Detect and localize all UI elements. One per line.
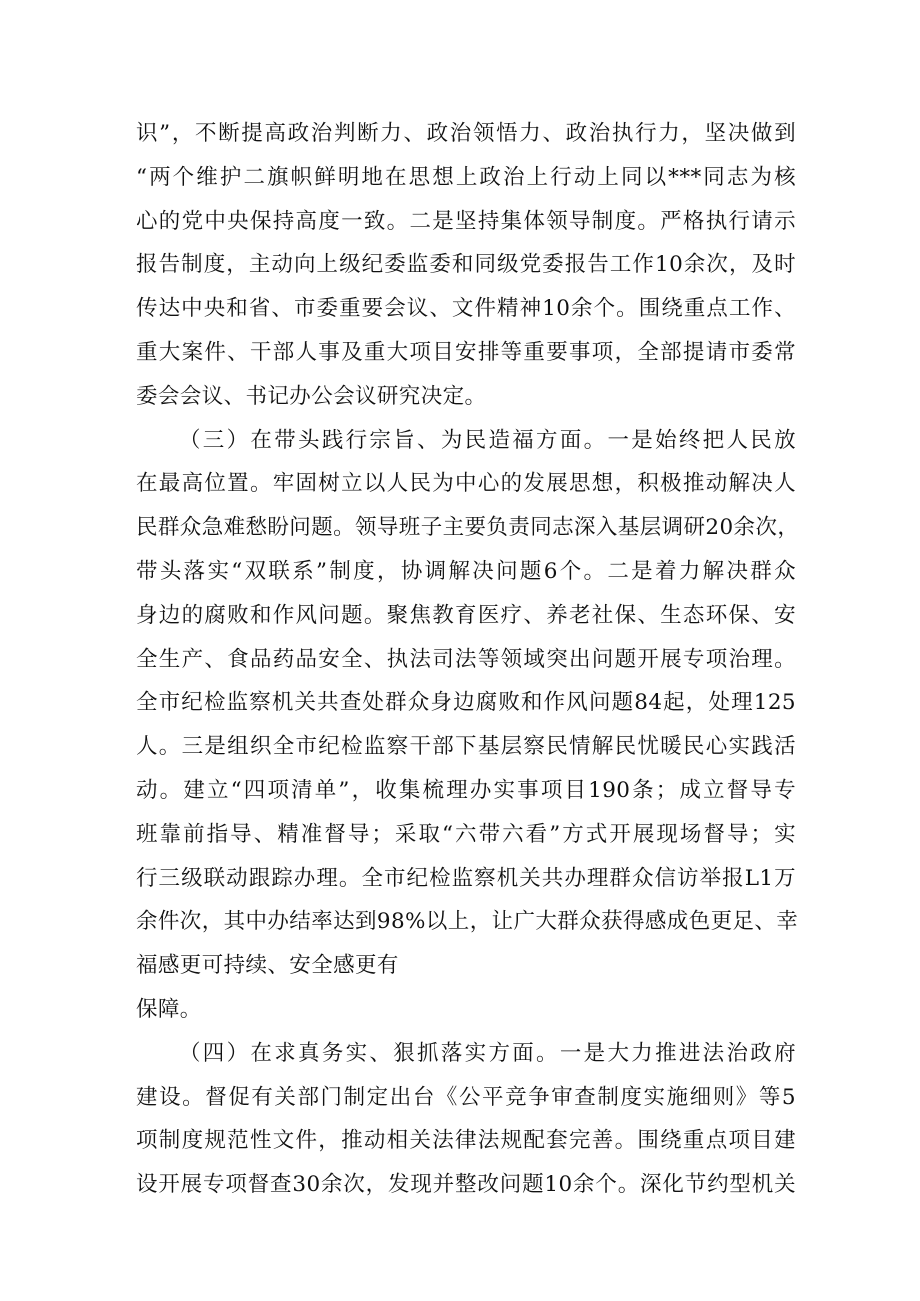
- text-line: 带头落实“双联系”制度，协调解决问题6个。二是着力解决群众: [136, 558, 796, 584]
- text-line: 报告制度，主动向上级纪委监委和同级党委报告工作10余次，及时: [136, 252, 796, 278]
- text-line: 保障。: [136, 996, 202, 1022]
- text-line: 福感更可持续、安全感更有: [136, 953, 399, 979]
- text-line: 委会会议、书记办公会议研究决定。: [136, 383, 487, 409]
- text-line: 动。建立“四项清单”，收集梳理办实事项目190条；成立督导专: [136, 777, 796, 803]
- text-line: 设开展专项督查30余次，发现并整改问题10余个。深化节约型机关: [136, 1172, 796, 1198]
- text-line: 余件次，其中办结率达到98%以上，让广大群众获得感成色更足、幸: [136, 909, 799, 935]
- text-line: 行三级联动跟踪办理。全市纪检监察机关共办理群众信访举报L1万: [136, 865, 796, 891]
- text-line: “两个维护二旗帜鲜明地在思想上政治上行动上同以***同志为核: [136, 164, 796, 190]
- text-line: 民群众急难愁盼问题。领导班子主要负责同志深入基层调研20余次，: [136, 515, 800, 541]
- text-line: 重大案件、干部人事及重大项目安排等重要事项，全部提请市委常: [136, 339, 796, 365]
- text-line: 建设。督促有关部门制定出台《公平竞争审查制度实施细则》等5: [136, 1084, 796, 1110]
- text-line: 识”，不断提高政治判断力、政治领悟力、政治执行力，坚决做到: [136, 121, 796, 146]
- text-line: 传达中央和省、市委重要会议、文件精神10余个。围绕重点工作、: [136, 296, 796, 322]
- text-line: 班靠前指导、精准督导；采取“六带六看”方式开展现场督导；实: [136, 821, 796, 847]
- section-heading-line: （四）在求真务实、狠抓落实方面。一是大力推进法治政府: [179, 1040, 796, 1066]
- text-line: 在最高位置。牢固树立以人民为中心的发展思想，积极推动解决人: [136, 471, 796, 497]
- text-line: 项制度规范性文件，推动相关法律法规配套完善。围绕重点项目建: [136, 1128, 796, 1154]
- text-line: 全生产、食品药品安全、执法司法等领域突出问题开展专项治理。: [136, 646, 796, 672]
- text-line: 心的党中央保持高度一致。二是坚持集体领导制度。严格执行请示: [136, 208, 796, 234]
- text-line: 身边的腐败和作风问题。聚焦教育医疗、养老社保、生态环保、安: [136, 602, 796, 628]
- body-text: [136, 112, 800, 1207]
- section-heading-line: （三）在带头践行宗旨、为民造福方面。一是始终把人民放: [179, 427, 796, 453]
- text-line: 人。三是组织全市纪检监察干部下基层察民情解民忧暖民心实践活: [136, 734, 796, 760]
- text-line: 全市纪检监察机关共查处群众身边腐败和作风问题84起，处理125: [136, 690, 796, 716]
